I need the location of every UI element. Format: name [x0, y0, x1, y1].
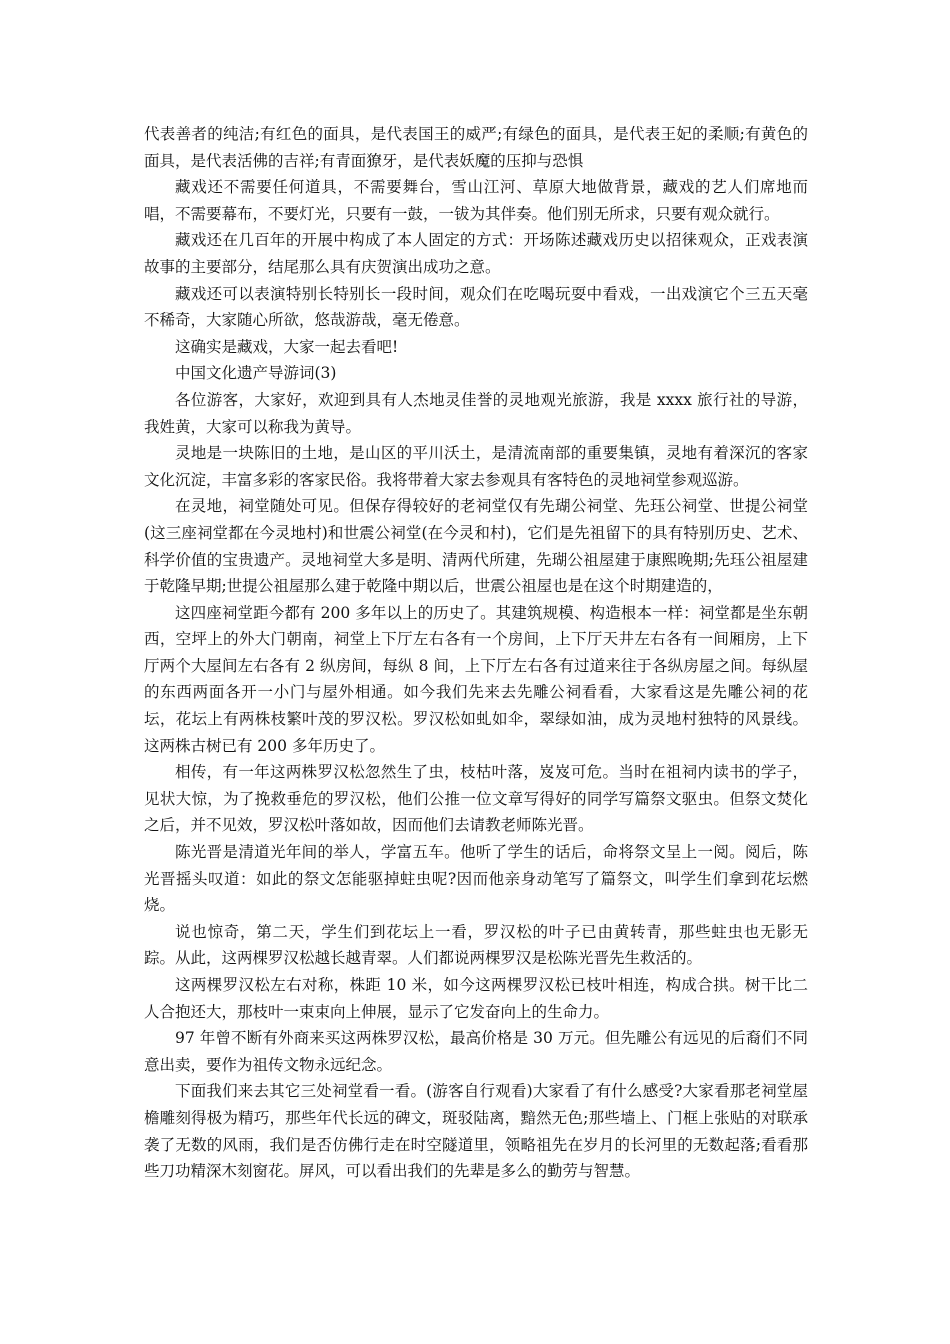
paragraph: 在灵地，祠堂随处可见。但保存得较好的老祠堂仅有先瑚公祠堂、先珏公祠堂、世提公祠堂(这三座祠堂都在今灵地村)和世震公祠堂(在今灵和村)，它们是先祖留下的具有特别历史、艺术、科学价值的宝贵遗产。灵地祠堂大多是明、清两代所建，先瑚公祖屋建于康熙晚期;先珏公祖屋建于乾隆早期;世提公祖屋那么建于乾隆中期以后，世震公祖屋也是在这个时期建造的，	[144, 497, 808, 596]
paragraph: 下面我们来去其它三处祠堂看一看。(游客自行观看)大家看了有什么感受?大家看那老祠堂屋檐雕刻得极为精巧，那些年代长远的碑文，斑驳陆离，黯然无色;那些墙上、门框上张贴的对联承袭了无数的风雨，我们是否仿佛行走在时空隧道里，领略祖先在岁月的长河里的无数起落;看看那些刀功精深木刻窗花。屏风，可以看出我们的先辈是多么的勤劳与智慧。	[144, 1082, 808, 1181]
paragraph: 说也惊奇，第二天，学生们到花坛上一看，罗汉松的叶子已由黄转青，那些蛀虫也无影无踪。从此，这两棵罗汉松越长越青翠。人们都说两棵罗汉是松陈光晋先生救活的。	[144, 922, 808, 968]
paragraph: 这四座祠堂距今都有 200 多年以上的历史了。其建筑规模、构造根本一样：祠堂都是坐东朝西，空坪上的外大门朝南，祠堂上下厅左右各有一个房间，上下厅天井左右各有一间厢房，上下厅两个大屋间左右各有 2 纵房间，每纵 8 间，上下厅左右各有过道来往于各纵房屋之间。每纵屋的东西两面各开一小门与屋外相通。如今我们先来去先雕公祠看看，大家看这是先雕公祠的花坛，花坛上有两株枝繁叶茂的罗汉松。罗汉松如虬如伞，翠绿如油，成为灵地村独特的风景线。这两株古树已有 200 多年历史了。	[144, 603, 808, 755]
paragraph: 相传，有一年这两株罗汉松忽然生了虫，枝枯叶落，岌岌可危。当时在祖祠内读书的学子，见状大惊，为了挽救垂危的罗汉松，他们公推一位文章写得好的同学写篇祭文驱虫。但祭文焚化之后，并不见效，罗汉松叶落如故，因而他们去请教老师陈光晋。	[144, 763, 808, 835]
paragraph: 灵地是一块陈旧的土地，是山区的平川沃土，是清流南部的重要集镇，灵地有着深沉的客家文化沉淀，丰富多彩的客家民俗。我将带着大家去参观具有客特色的灵地祠堂参观巡游。	[144, 444, 808, 489]
section-heading: 中国文化遗产导游词(3)	[175, 364, 337, 383]
document-page	[144, 121, 808, 1185]
paragraph: 藏戏还在几百年的开展中构成了本人固定的方式：开场陈述藏戏历史以招徕观众，正戏表演故事的主要部分，结尾那么具有庆贺演出成功之意。	[144, 231, 808, 276]
paragraph: 藏戏还可以表演特别长特别长一段时间，观众们在吃喝玩耍中看戏，一出戏演它个三五天毫不稀奇，大家随心所欲，悠哉游哉，毫无倦意。	[144, 284, 808, 330]
paragraph: 97 年曾不断有外商来买这两株罗汉松，最高价格是 30 万元。但先雕公有远见的后裔们不同意出卖，要作为祖传文物永远纪念。	[144, 1029, 808, 1074]
paragraph: 各位游客，大家好，欢迎到具有人杰地灵佳誉的灵地观光旅游，我是 xxxx 旅行社的导游，我姓黄，大家可以称我为黄导。	[144, 390, 808, 436]
paragraph: 陈光晋是清道光年间的举人，学富五车。他听了学生的话后，命将祭文呈上一阅。阅后，陈光晋摇头叹道：如此的祭文怎能驱掉蛀虫呢?因而他亲身动笔写了篇祭文，叫学生们拿到花坛燃烧。	[144, 843, 808, 915]
paragraph: 这确实是藏戏，大家一起去看吧!	[175, 337, 399, 356]
paragraph: 这两棵罗汉松左右对称，株距 10 米，如今这两棵罗汉松已枝叶相连，构成合拱。树干比二人合抱还大，那枝叶一束束向上伸展，显示了它发奋向上的生命力。	[144, 976, 808, 1021]
paragraph: 藏戏还不需要任何道具，不需要舞台，雪山江河、草原大地做背景，藏戏的艺人们席地而唱，不需要幕布，不要灯光，只要有一鼓，一钹为其伴奏。他们别无所求，只要有观众就行。	[144, 178, 808, 223]
paragraph: 代表善者的纯洁;有红色的面具，是代表国王的威严;有绿色的面具，是代表王妃的柔顺;有黄色的面具，是代表活佛的吉祥;有青面獠牙，是代表妖魔的压抑与恐惧	[144, 125, 808, 170]
